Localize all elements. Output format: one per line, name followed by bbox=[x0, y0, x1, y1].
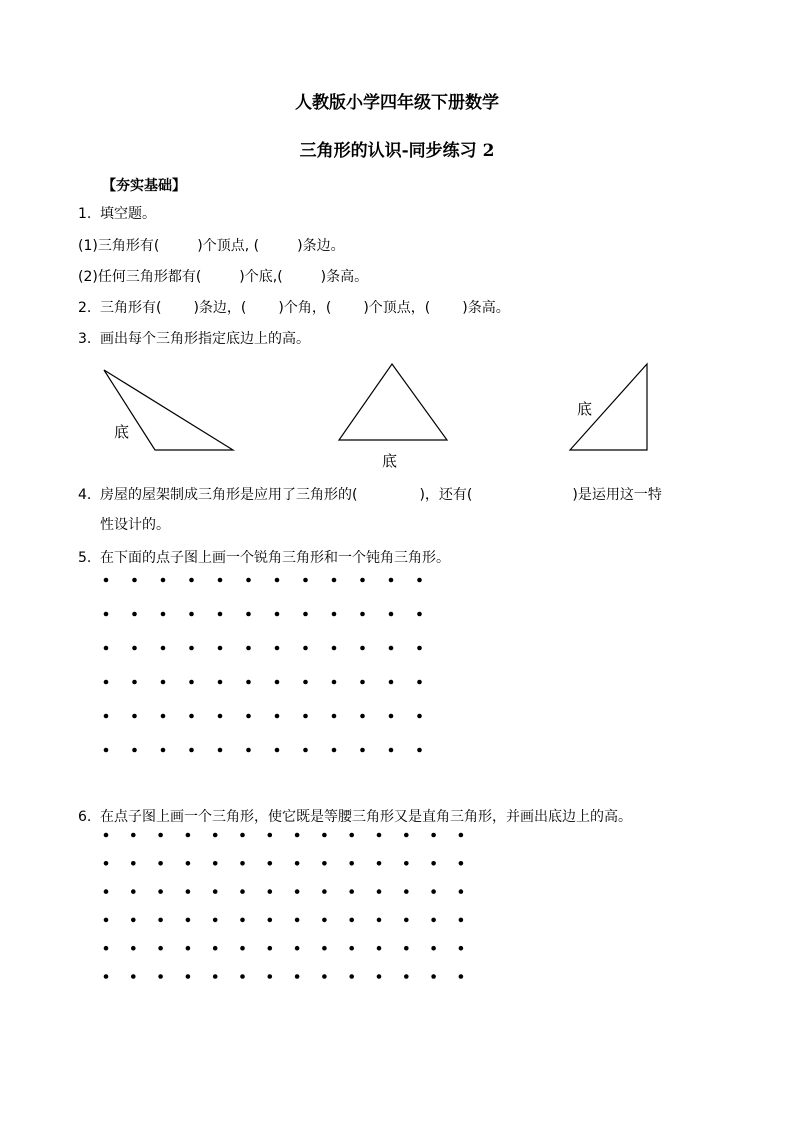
grid-dot bbox=[104, 748, 109, 753]
grid-dot bbox=[240, 946, 245, 951]
question-number: 6. bbox=[78, 809, 92, 825]
base-label: 底 bbox=[114, 423, 130, 441]
grid-dot bbox=[349, 833, 354, 838]
grid-dot bbox=[417, 714, 422, 719]
grid-dot bbox=[189, 578, 194, 583]
grid-dot bbox=[186, 861, 191, 866]
section-header: 【夯实基础】 bbox=[102, 178, 186, 194]
grid-dot bbox=[218, 646, 223, 651]
grid-dot bbox=[158, 861, 163, 866]
grid-dot bbox=[295, 946, 300, 951]
text-segment: 三角形有( bbox=[100, 300, 162, 316]
question-4 bbox=[78, 486, 662, 504]
grid-dot bbox=[417, 646, 422, 651]
grid-dot bbox=[104, 918, 109, 923]
grid-dot bbox=[246, 646, 251, 651]
grid-dot bbox=[431, 833, 436, 838]
grid-dot bbox=[389, 748, 394, 753]
grid-dot bbox=[389, 646, 394, 651]
grid-dot bbox=[360, 612, 365, 617]
grid-dot bbox=[104, 974, 109, 979]
grid-dot bbox=[186, 833, 191, 838]
grid-dot bbox=[431, 861, 436, 866]
grid-dot bbox=[246, 680, 251, 685]
grid-dot bbox=[349, 918, 354, 923]
grid-dot bbox=[275, 680, 280, 685]
grid-dot bbox=[158, 889, 163, 894]
grid-dot bbox=[161, 578, 166, 583]
grid-dot bbox=[132, 680, 137, 685]
text-segment: )个顶点，( bbox=[363, 300, 431, 316]
grid-dot bbox=[332, 680, 337, 685]
grid-dot bbox=[218, 612, 223, 617]
grid-dot bbox=[218, 748, 223, 753]
grid-dot bbox=[104, 833, 109, 838]
grid-dot bbox=[186, 974, 191, 979]
grid-dot bbox=[349, 889, 354, 894]
text-segment: )条边。 bbox=[297, 238, 345, 254]
grid-dot bbox=[377, 946, 382, 951]
grid-dot bbox=[275, 612, 280, 617]
grid-dot bbox=[295, 833, 300, 838]
grid-dot bbox=[404, 974, 409, 979]
grid-dot bbox=[377, 974, 382, 979]
triangle-figures bbox=[0, 0, 794, 480]
grid-dot bbox=[158, 946, 163, 951]
grid-dot bbox=[404, 889, 409, 894]
grid-dot bbox=[389, 612, 394, 617]
grid-dot bbox=[360, 578, 365, 583]
grid-dot bbox=[240, 918, 245, 923]
grid-dot bbox=[303, 748, 308, 753]
grid-dot bbox=[417, 612, 422, 617]
grid-dot bbox=[240, 861, 245, 866]
question-number: 4. bbox=[78, 487, 92, 503]
grid-dot bbox=[246, 748, 251, 753]
grid-dot bbox=[218, 578, 223, 583]
grid-dot bbox=[459, 918, 464, 923]
grid-dot bbox=[161, 646, 166, 651]
grid-dot bbox=[275, 714, 280, 719]
grid-dot bbox=[268, 833, 273, 838]
dot-grid[interactable] bbox=[100, 829, 490, 984]
grid-dot bbox=[186, 889, 191, 894]
grid-dot bbox=[303, 646, 308, 651]
text-segment: )条边，( bbox=[193, 300, 247, 316]
grid-dot bbox=[246, 714, 251, 719]
grid-dot bbox=[104, 612, 109, 617]
grid-dot bbox=[349, 946, 354, 951]
grid-dot bbox=[218, 680, 223, 685]
grid-dot bbox=[322, 974, 327, 979]
page-subtitle: 三角形的认识-同步练习 2 bbox=[299, 141, 495, 161]
grid-dot bbox=[322, 861, 327, 866]
grid-dot bbox=[158, 833, 163, 838]
grid-dot bbox=[268, 946, 273, 951]
acute-triangle bbox=[339, 364, 447, 440]
grid-dot bbox=[349, 974, 354, 979]
grid-dot bbox=[240, 974, 245, 979]
grid-dot bbox=[303, 612, 308, 617]
grid-dot bbox=[404, 861, 409, 866]
grid-dot bbox=[360, 714, 365, 719]
grid-dot bbox=[459, 974, 464, 979]
grid-dot bbox=[131, 946, 136, 951]
grid-dot bbox=[295, 974, 300, 979]
grid-dot bbox=[404, 918, 409, 923]
grid-dot bbox=[459, 889, 464, 894]
grid-dot bbox=[131, 833, 136, 838]
grid-dot bbox=[218, 714, 223, 719]
grid-dot bbox=[213, 918, 218, 923]
grid-dot bbox=[303, 578, 308, 583]
grid-dot bbox=[459, 861, 464, 866]
text-segment: (2)任何三角形都有( bbox=[78, 269, 202, 285]
question-number: 2. bbox=[78, 300, 92, 316]
grid-dot bbox=[389, 714, 394, 719]
text-segment: )个底,( bbox=[239, 269, 283, 285]
grid-dot bbox=[431, 918, 436, 923]
grid-dot bbox=[417, 578, 422, 583]
text-segment: )条高。 bbox=[462, 300, 510, 316]
question-text: 填空题。 bbox=[100, 206, 156, 222]
grid-dot bbox=[268, 974, 273, 979]
grid-dot bbox=[332, 748, 337, 753]
base-label: 底 bbox=[382, 452, 398, 470]
grid-dot bbox=[104, 578, 109, 583]
grid-dot bbox=[295, 889, 300, 894]
grid-dot bbox=[240, 889, 245, 894]
grid-dot bbox=[161, 714, 166, 719]
grid-dot bbox=[189, 646, 194, 651]
grid-dot bbox=[268, 918, 273, 923]
grid-dot bbox=[377, 861, 382, 866]
grid-dot bbox=[377, 889, 382, 894]
grid-dot bbox=[360, 646, 365, 651]
grid-dot bbox=[377, 918, 382, 923]
grid-dot bbox=[404, 833, 409, 838]
grid-dot bbox=[431, 889, 436, 894]
grid-dot bbox=[104, 680, 109, 685]
grid-dot bbox=[275, 748, 280, 753]
grid-dot bbox=[295, 861, 300, 866]
grid-dot bbox=[322, 918, 327, 923]
question-number: 1. bbox=[78, 206, 92, 222]
grid-dot bbox=[459, 946, 464, 951]
grid-dot bbox=[332, 714, 337, 719]
text-segment: )，还有( bbox=[419, 487, 473, 503]
grid-dot bbox=[104, 714, 109, 719]
grid-dot bbox=[213, 889, 218, 894]
question-text: 画出每个三角形指定底边上的高。 bbox=[100, 331, 310, 347]
question-number: 5. bbox=[78, 550, 92, 566]
grid-dot bbox=[132, 646, 137, 651]
grid-dot bbox=[389, 680, 394, 685]
grid-dot bbox=[131, 974, 136, 979]
grid-dot bbox=[389, 578, 394, 583]
grid-dot bbox=[332, 612, 337, 617]
grid-dot bbox=[213, 946, 218, 951]
grid-dot bbox=[186, 918, 191, 923]
grid-dot bbox=[268, 861, 273, 866]
grid-dot bbox=[246, 612, 251, 617]
grid-dot bbox=[295, 918, 300, 923]
grid-dot bbox=[322, 889, 327, 894]
grid-dot bbox=[360, 748, 365, 753]
grid-dot bbox=[322, 946, 327, 951]
text-segment: (1)三角形有( bbox=[78, 238, 160, 254]
text-segment: 房屋的屋架制成三角形是应用了三角形的( bbox=[100, 487, 358, 503]
grid-dot bbox=[104, 946, 109, 951]
grid-dot bbox=[332, 578, 337, 583]
grid-dot bbox=[131, 861, 136, 866]
grid-dot bbox=[240, 833, 245, 838]
grid-dot bbox=[158, 918, 163, 923]
question-text: 在下面的点子图上画一个锐角三角形和一个钝角三角形。 bbox=[100, 550, 450, 566]
grid-dot bbox=[213, 974, 218, 979]
text-segment: )是运用这一特 bbox=[572, 487, 662, 503]
grid-dot bbox=[459, 833, 464, 838]
grid-dot bbox=[131, 918, 136, 923]
grid-dot bbox=[303, 680, 308, 685]
grid-dot bbox=[189, 612, 194, 617]
grid-dot bbox=[132, 578, 137, 583]
dot-grid[interactable] bbox=[100, 574, 430, 759]
grid-dot bbox=[377, 833, 382, 838]
question-6 bbox=[78, 808, 632, 826]
question-4-continued: 性设计的。 bbox=[100, 517, 170, 533]
grid-dot bbox=[246, 578, 251, 583]
grid-dot bbox=[332, 646, 337, 651]
grid-dot bbox=[189, 748, 194, 753]
grid-dot bbox=[189, 714, 194, 719]
grid-dot bbox=[360, 680, 365, 685]
grid-dot bbox=[275, 578, 280, 583]
page-title: 人教版小学四年级下册数学 bbox=[295, 93, 499, 113]
grid-dot bbox=[161, 680, 166, 685]
grid-dot bbox=[417, 680, 422, 685]
grid-dot bbox=[186, 946, 191, 951]
grid-dot bbox=[322, 833, 327, 838]
grid-dot bbox=[213, 833, 218, 838]
grid-dot bbox=[268, 889, 273, 894]
question-text: 在点子图上画一个三角形，使它既是等腰三角形又是直角三角形，并画出底边上的高。 bbox=[100, 809, 632, 825]
grid-dot bbox=[417, 748, 422, 753]
base-label: 底 bbox=[577, 400, 593, 418]
grid-dot bbox=[104, 646, 109, 651]
grid-dot bbox=[303, 714, 308, 719]
grid-dot bbox=[431, 974, 436, 979]
question-number: 3. bbox=[78, 331, 92, 347]
grid-dot bbox=[189, 680, 194, 685]
grid-dot bbox=[161, 748, 166, 753]
grid-dot bbox=[431, 946, 436, 951]
grid-dot bbox=[213, 861, 218, 866]
grid-dot bbox=[349, 861, 354, 866]
question-5 bbox=[78, 549, 450, 567]
text-segment: )个角，( bbox=[278, 300, 332, 316]
grid-dot bbox=[132, 714, 137, 719]
text-segment: )个顶点, ( bbox=[197, 238, 260, 254]
grid-dot bbox=[132, 748, 137, 753]
grid-dot bbox=[158, 974, 163, 979]
grid-dot bbox=[104, 889, 109, 894]
grid-dot bbox=[275, 646, 280, 651]
grid-dot bbox=[131, 889, 136, 894]
grid-dot bbox=[161, 612, 166, 617]
grid-dot bbox=[132, 612, 137, 617]
grid-dot bbox=[404, 946, 409, 951]
grid-dot bbox=[104, 861, 109, 866]
text-segment: )条高。 bbox=[320, 269, 369, 285]
